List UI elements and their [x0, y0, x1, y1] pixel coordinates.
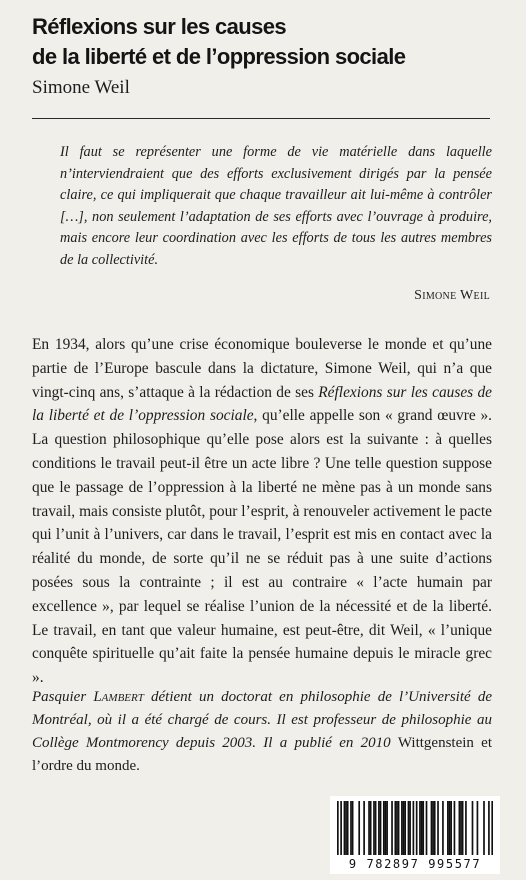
barcode-bar — [352, 801, 354, 855]
barcode-bar — [419, 801, 421, 855]
title-line-2: de la liberté et de l’oppression sociale — [32, 44, 406, 69]
barcode-bar — [378, 801, 380, 855]
barcode-bar — [347, 801, 349, 855]
author-name: Simone Weil — [32, 77, 130, 98]
bio-text: détient un doctorat en philosophie de l’Université de Montréal, où il a été chargé de cours. Il est professeur de philosophie au Collège Montmorency depuis 2003. Il a publié en 2010 — [32, 689, 492, 751]
barcode-bar — [383, 801, 385, 855]
barcode-bar — [380, 801, 382, 855]
book-title — [32, 12, 502, 72]
barcode-bar — [422, 801, 424, 855]
barcode-bar — [434, 801, 436, 855]
barcode-bar — [460, 801, 462, 855]
barcode-bar — [391, 801, 393, 855]
barcode-bar — [416, 801, 418, 855]
barcode-bar — [413, 801, 415, 855]
barcode-bar — [462, 801, 464, 855]
barcode-bar — [375, 801, 377, 855]
barcode-bar — [437, 801, 439, 855]
title-line-1: Réflexions sur les causes — [32, 14, 287, 39]
barcode-bar — [432, 801, 434, 855]
barcode-bar — [409, 801, 411, 855]
isbn-barcode — [330, 796, 500, 874]
barcode-bars — [337, 801, 493, 855]
barcode-bar — [350, 801, 352, 855]
barcode-bar — [450, 801, 452, 855]
barcode-bar — [358, 801, 360, 855]
barcode-bar — [477, 801, 479, 855]
barcode-bar — [337, 801, 339, 855]
barcode-bar — [408, 801, 410, 855]
bio-first-name: Pasquier — [32, 689, 94, 705]
summary-text-end: , qu’elle appelle son « grand œuvre ». La question philosophique qu’elle pose alors est la suivante : à quelles conditions le travail peut-il être un acte libre ? Une telle question suppose que le passage de l’oppression à la liberté ne mène pas à un monde sans travail, mais consiste plutôt, pour l’esprit, à renouveler activement le pacte qui l’unit à l’univers, car dans le travail, l’esprit est mis en contact avec la réalité du monde, de sorte qu’il ne se réduit pas à une suite d’actions posées sous la contrainte ; il est au contraire « l’acte humain par excellence », par lequel se réalise l’union de la nécessité et de la liberté. Le travail, en tant que valeur humaine, est peut-être, dit Weil, « l’unique conquête spirituelle qu’ait faite la pensée humaine depuis le miracle grec ». — [32, 407, 492, 687]
barcode-bar — [442, 801, 444, 855]
barcode-bar — [370, 801, 372, 855]
barcode-bar — [459, 801, 461, 855]
barcode-bar — [368, 801, 370, 855]
isbn-number: 9 782897 995577 — [348, 857, 482, 871]
epigraph-quote: Il faut se représenter une forme de vie matérielle dans laquelle n’interviendraient que des efforts exclusivement dirigés par la pensée claire, ce qui impliquerait que chaque travailleur ait lui-même à contrôler […], non seulement l’adaptation de ses efforts avec l’ouvrage à produire, mais encore leur coordination avec les efforts de tous les autres membres de la collectivité. — [60, 144, 492, 268]
barcode-bar — [404, 801, 406, 855]
barcode-bar — [472, 801, 474, 855]
author-bio — [32, 686, 492, 778]
barcode-bar — [447, 801, 449, 855]
barcode-bar — [465, 801, 467, 855]
bio-last-name: Lambert — [93, 689, 144, 705]
barcode-bar — [386, 801, 388, 855]
bio-end: . — [136, 758, 140, 774]
barcode-bar — [373, 801, 375, 855]
barcode-bar — [340, 801, 342, 855]
barcode-bar — [396, 801, 398, 855]
epigraph-attribution: Simone Weil — [414, 288, 490, 303]
barcode-bar — [394, 801, 396, 855]
barcode-bar — [401, 801, 403, 855]
barcode-bar — [449, 801, 451, 855]
barcode-bar — [385, 801, 387, 855]
barcode-bar — [345, 801, 347, 855]
barcode-bar — [454, 801, 456, 855]
barcode-bar — [344, 801, 346, 855]
barcode-bar — [431, 801, 433, 855]
barcode-bar — [363, 801, 365, 855]
summary-paragraph — [32, 333, 492, 690]
barcode-bar — [421, 801, 423, 855]
summary-book-title: Réflexions sur les causes de la liberté et de l’oppression sociale — [32, 383, 492, 425]
bio-book-title: Wittgenstein et l’ordre du monde — [32, 735, 492, 774]
barcode-bar — [488, 801, 490, 855]
barcode-bar — [403, 801, 405, 855]
summary-text-start: En 1934, alors qu’une crise économique bouleverse le monde et qu’une partie de l’Europe bascule dans la dictature, Simone Weil, qui n’a que vingt-cinq ans, s’attaque à la rédaction de ses — [32, 336, 492, 401]
barcode-bar — [398, 801, 400, 855]
header-divider — [32, 118, 490, 119]
barcode-bar — [483, 801, 485, 855]
barcode-bar — [426, 801, 428, 855]
barcode-bar — [491, 801, 493, 855]
